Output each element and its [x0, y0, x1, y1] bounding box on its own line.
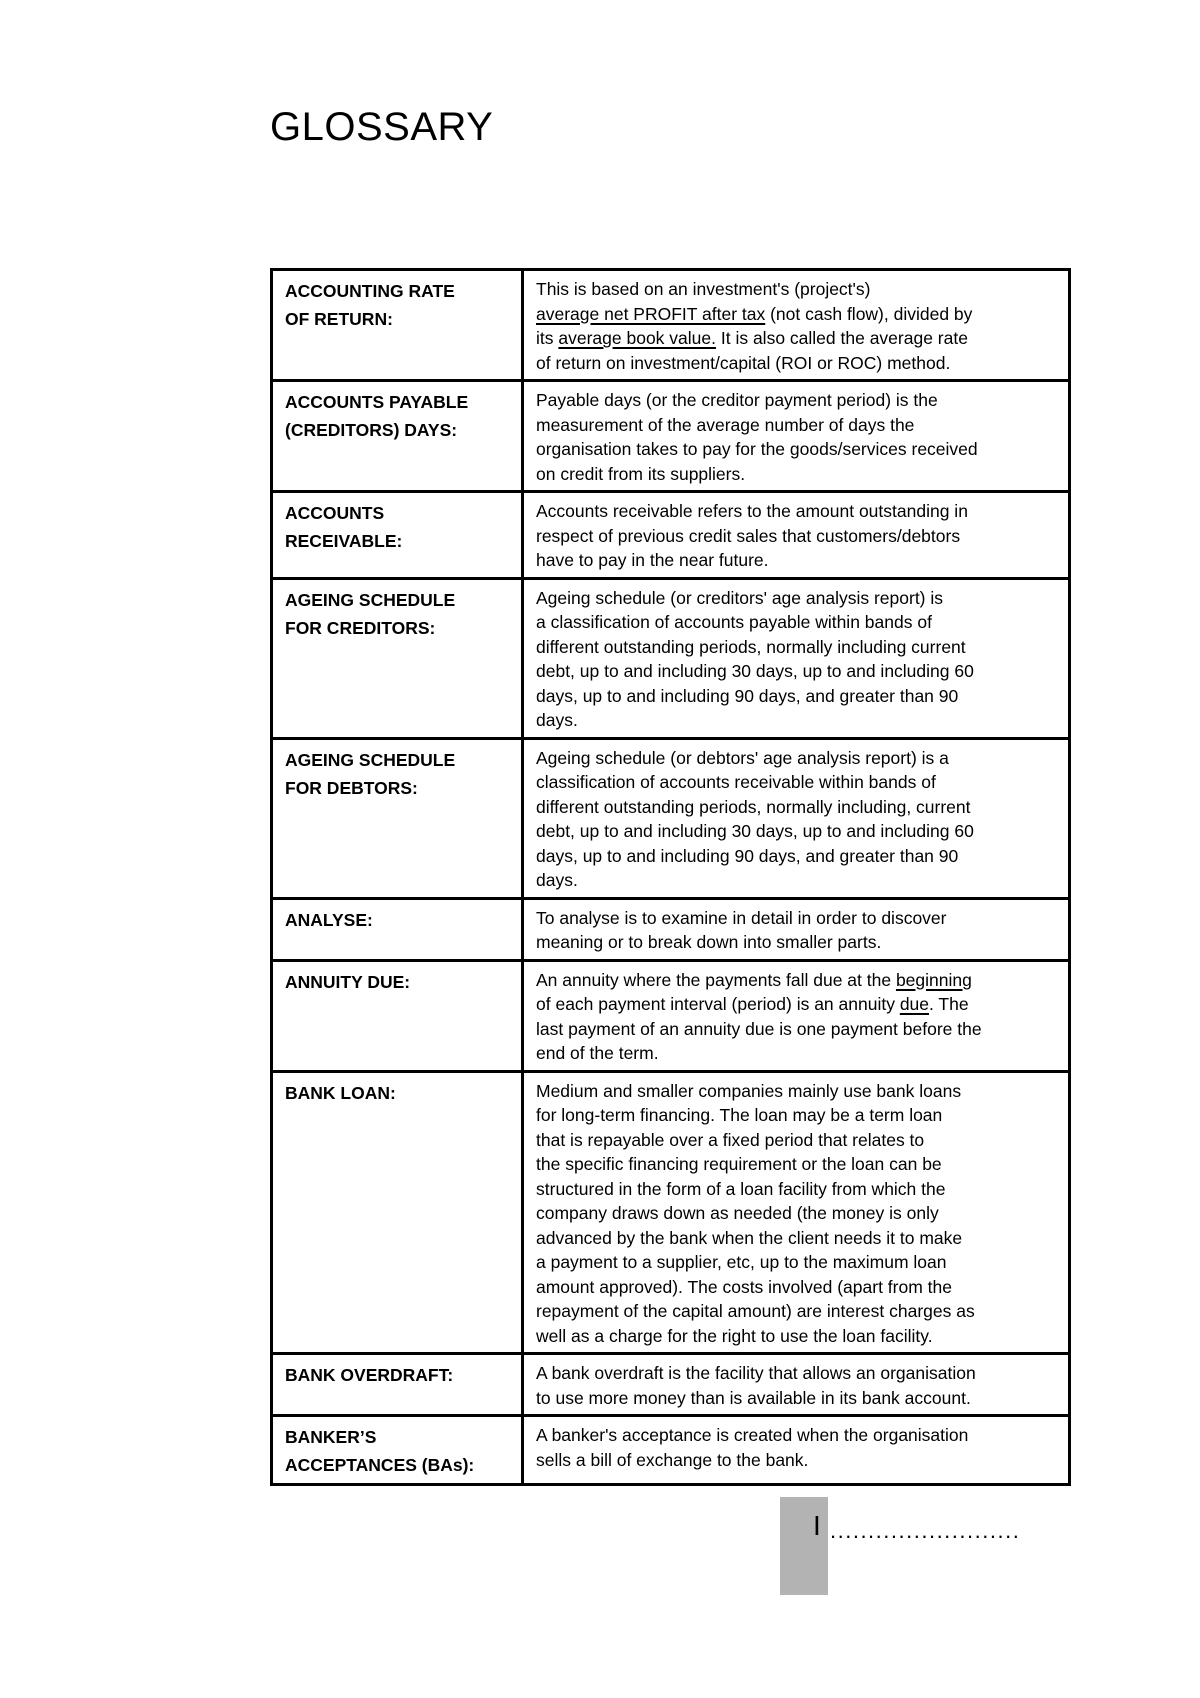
glossary-term	[272, 898, 523, 960]
glossary-term	[272, 960, 523, 1071]
definition-text: days, up to and including 90 days, and greater than 90	[536, 685, 959, 706]
page-number-leader: .........................	[830, 1518, 1021, 1543]
glossary-definition	[523, 960, 1070, 1071]
definition-text: a classification of accounts payable within bands of	[536, 612, 932, 632]
definition-text: repayment of the capital amount) are interest charges as	[536, 1301, 975, 1321]
term-line: RECEIVABLE:	[285, 531, 403, 551]
definition-text: well as a charge for the right to use the loan facility.	[536, 1325, 933, 1346]
definition-text: measurement of the average number of days the	[536, 414, 915, 435]
glossary-row	[272, 492, 1070, 579]
definition-text: a payment to a supplier, etc, up to the maximum loan	[536, 1252, 947, 1272]
glossary-body	[272, 270, 1070, 1485]
glossary-row	[272, 1354, 1070, 1416]
term-line: BANK LOAN:	[285, 1082, 396, 1103]
glossary-term	[272, 578, 523, 738]
glossary-term	[272, 270, 523, 381]
definition-text: debt, up to and including 30 days, up to and including 60	[536, 821, 974, 841]
definition-text: respect of previous credit sales that customers/debtors	[536, 525, 961, 546]
definition-text: that is repayable over a fixed period that relates to	[536, 1129, 925, 1150]
definition-text: meaning or to break down into smaller parts.	[536, 932, 882, 952]
definition-text: to use more money than is available in its bank account.	[536, 1387, 971, 1408]
definition-text: sells a bill of exchange to the bank.	[536, 1449, 809, 1470]
glossary-row	[272, 1416, 1070, 1485]
definition-text: A bank overdraft is the facility that allows an organisation	[536, 1363, 976, 1383]
page-number-tab	[780, 1497, 828, 1595]
term-line: BANKER’S	[285, 1427, 377, 1447]
glossary-term	[272, 492, 523, 579]
definition-text: This is based on an investment's (project's)	[536, 279, 871, 299]
term-line: ANNUITY DUE:	[285, 971, 411, 992]
definition-text: It is also called the average rate	[716, 328, 968, 348]
glossary-row	[272, 1071, 1070, 1354]
definition-text: company draws down as needed (the money is only	[536, 1203, 939, 1223]
term-line: OF RETURN:	[285, 309, 393, 329]
term-line: AGEING SCHEDULE	[285, 589, 456, 610]
definition-text: A banker's acceptance is created when the organisation	[536, 1425, 969, 1445]
definition-text: (not cash flow), divided by	[765, 303, 973, 324]
underlined-text: average book value.	[558, 328, 716, 348]
underlined-text: beginning	[895, 969, 972, 990]
glossary-definition	[523, 492, 1070, 579]
glossary-term	[272, 1416, 523, 1485]
definition-text: the specific financing requirement or the loan can be	[536, 1154, 942, 1174]
underlined-text: average net PROFIT after tax	[536, 303, 766, 324]
glossary-definition	[523, 1354, 1070, 1416]
definition-text: An annuity where the payments fall due at the	[536, 969, 896, 990]
definition-text: Ageing schedule (or creditors' age analysis report) is	[536, 587, 944, 608]
definition-text: of each payment interval (period) is an annuity	[536, 994, 900, 1014]
definition-text: amount approved). The costs involved (apart from the	[536, 1276, 953, 1297]
glossary-definition	[523, 1071, 1070, 1354]
definition-text: days.	[536, 710, 578, 730]
glossary-term	[272, 1354, 523, 1416]
page-number: I	[813, 1510, 821, 1541]
definition-text: Medium and smaller companies mainly use bank loans	[536, 1080, 962, 1101]
definition-text: To analyse is to examine in detail in order to discover	[536, 907, 947, 928]
definition-text: end of the term.	[536, 1043, 659, 1063]
definition-text: on credit from its suppliers.	[536, 463, 746, 484]
term-line: FOR DEBTORS:	[285, 777, 418, 798]
glossary-row	[272, 960, 1070, 1071]
definition-text: days.	[536, 870, 578, 890]
definition-text: structured in the form of a loan facility from which the	[536, 1178, 946, 1199]
definition-text: have to pay in the near future.	[536, 550, 769, 570]
underlined-text: due	[899, 994, 930, 1014]
definition-text: . The	[929, 994, 969, 1014]
definition-text: debt, up to and including 30 days, up to and including 60	[536, 661, 974, 681]
glossary-table	[270, 268, 1071, 1486]
definition-text: different outstanding periods, normally including current	[536, 636, 966, 657]
definition-text: classification of accounts receivable within bands of	[536, 772, 936, 792]
term-line: BANK OVERDRAFT:	[285, 1365, 454, 1385]
term-line: ANALYSE:	[285, 909, 373, 930]
glossary-row	[272, 898, 1070, 960]
definition-text: for long-term financing. The loan may be a term loan	[536, 1105, 943, 1125]
term-line: (CREDITORS) DAYS:	[285, 420, 458, 440]
glossary-definition	[523, 381, 1070, 492]
definition-text: organisation takes to pay for the goods/services received	[536, 439, 978, 459]
term-line: ACCEPTANCES (BAs):	[285, 1455, 475, 1475]
glossary-definition	[523, 270, 1070, 381]
glossary-row	[272, 381, 1070, 492]
definition-text: different outstanding periods, normally including, current	[536, 796, 971, 817]
glossary-term	[272, 381, 523, 492]
definition-text: Ageing schedule (or debtors' age analysis report) is a	[536, 747, 949, 768]
glossary-definition	[523, 1416, 1070, 1485]
term-line: ACCOUNTS	[285, 503, 385, 523]
definition-text: days, up to and including 90 days, and greater than 90	[536, 845, 959, 866]
glossary-definition	[523, 578, 1070, 738]
term-line: ACCOUNTS PAYABLE	[285, 392, 469, 412]
glossary-definition	[523, 898, 1070, 960]
page-title: GLOSSARY	[270, 105, 494, 149]
definition-text: Payable days (or the creditor payment period) is the	[536, 390, 938, 410]
glossary-row	[272, 738, 1070, 898]
term-line: FOR CREDITORS:	[285, 617, 436, 638]
glossary-term	[272, 1071, 523, 1354]
definition-text: advanced by the bank when the client needs it to make	[536, 1227, 963, 1248]
glossary-term	[272, 738, 523, 898]
definition-text: of return on investment/capital (ROI or ROC) method.	[536, 352, 951, 373]
term-line: AGEING SCHEDULE	[285, 749, 456, 770]
definition-text: its	[536, 328, 559, 348]
glossary-row	[272, 270, 1070, 381]
term-line: ACCOUNTING RATE	[285, 281, 455, 301]
glossary-definition	[523, 738, 1070, 898]
definition-text: Accounts receivable refers to the amount outstanding in	[536, 501, 968, 521]
glossary-row	[272, 578, 1070, 738]
definition-text: last payment of an annuity due is one payment before the	[536, 1018, 982, 1039]
